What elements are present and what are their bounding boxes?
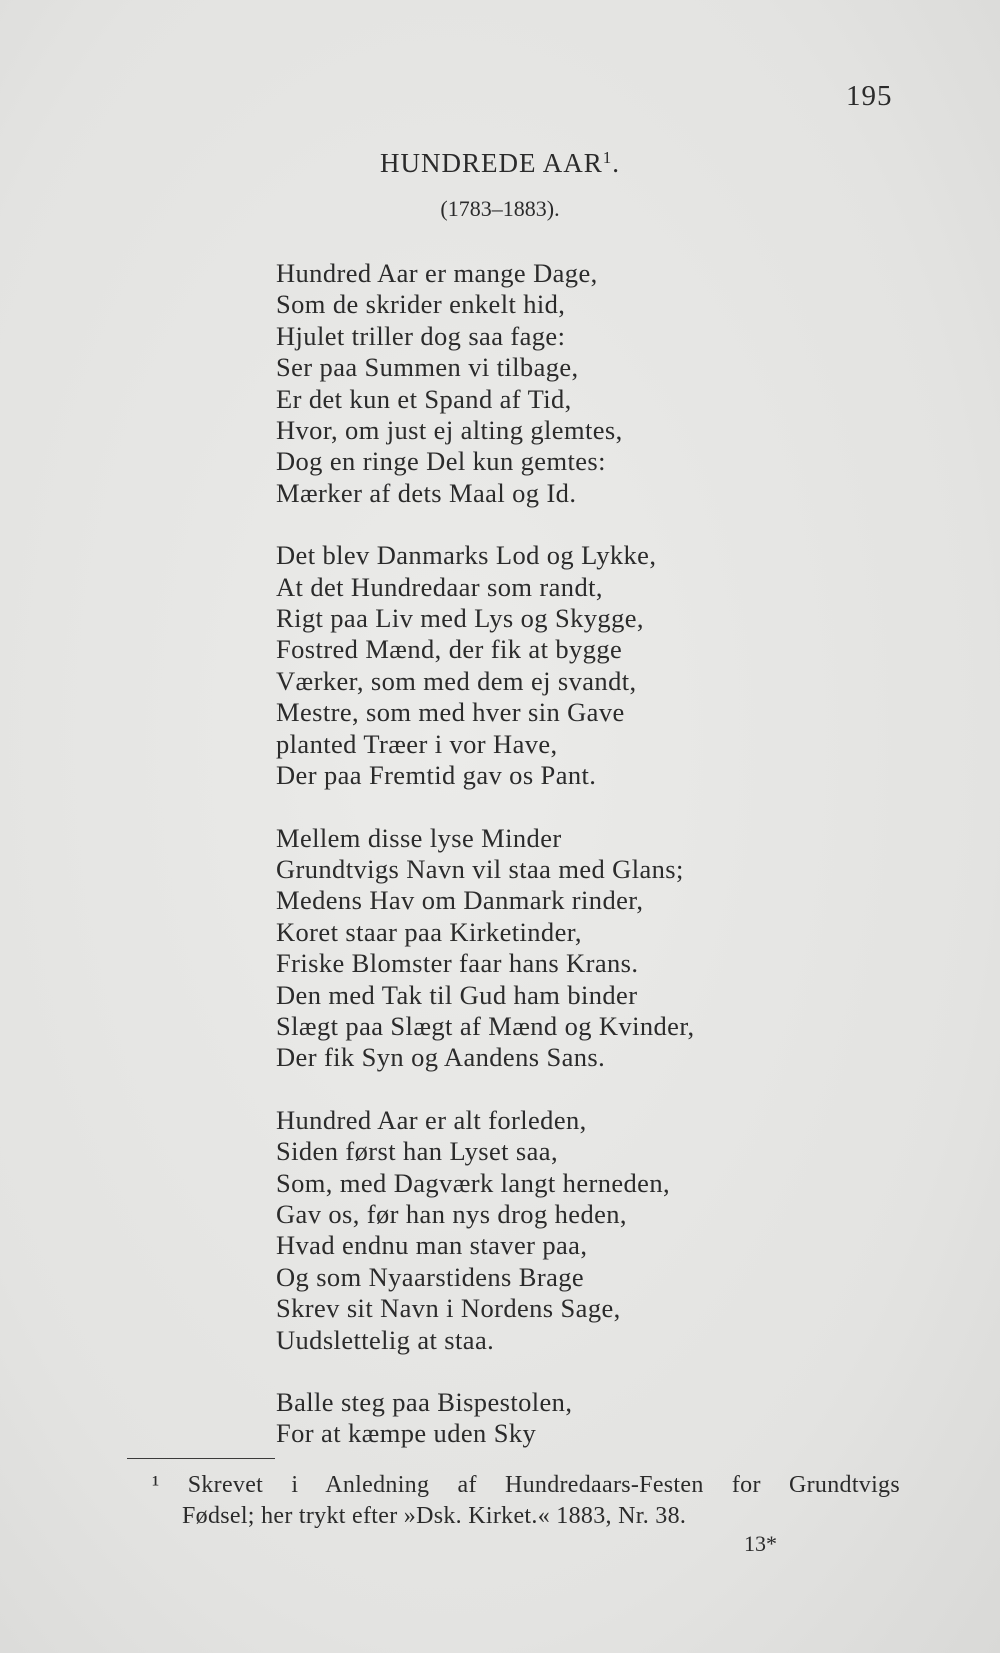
poem-line: Friske Blomster faar hans Krans.	[276, 948, 639, 979]
footnote-reference: 1	[602, 148, 613, 167]
poem-line: Hvad endnu man staver paa,	[276, 1230, 588, 1261]
footnote-line: ¹ Skrevet i Anledning af Hundredaars-Festen for Grundtvigs	[152, 1472, 900, 1498]
poem-line: Gav os, før han nys drog heden,	[276, 1198, 627, 1229]
poem-line: For at kæmpe uden Sky	[276, 1418, 537, 1449]
poem-line: Mærker af dets Maal og Id.	[276, 477, 577, 508]
footnote	[152, 1470, 900, 1532]
poem-body	[276, 258, 695, 1481]
stanza	[276, 1387, 695, 1450]
poem-line: Grundtvigs Navn vil staa med Glans;	[276, 853, 684, 884]
poem-line: At det Hundredaar som randt,	[276, 571, 603, 602]
poem-line: Den med Tak til Gud ham binder	[276, 979, 638, 1010]
printer-signature-mark: 13*	[744, 1531, 777, 1556]
stanza	[276, 1105, 695, 1356]
poem-line: Hundred Aar er alt forleden,	[276, 1104, 587, 1135]
poem-line: Koret staar paa Kirketinder,	[276, 916, 582, 947]
poem-line: Skrev sit Navn i Nordens Sage,	[276, 1293, 621, 1324]
poem-line: Værker, som med dem ej svandt,	[276, 665, 637, 696]
poem-line: Som de skrider enkelt hid,	[276, 289, 566, 320]
poem-line: Ser paa Summen vi tilbage,	[276, 352, 579, 383]
poem-line: Mestre, som med hver sin Gave	[276, 697, 625, 728]
poem-line: Der fik Syn og Aandens Sans.	[276, 1042, 606, 1073]
poem-line: Som, med Dagværk langt herneden,	[276, 1167, 671, 1198]
poem-line: Uudslettelig at staa.	[276, 1324, 495, 1355]
poem-title-period: .	[612, 148, 620, 178]
poem-line: Og som Nyaarstidens Brage	[276, 1261, 585, 1292]
poem-line: Det blev Danmarks Lod og Lykke,	[276, 540, 657, 571]
footnote-line: Fødsel; her trykt efter »Dsk. Kirket.« 1883, Nr. 38.	[182, 1503, 687, 1529]
stanza	[276, 823, 695, 1074]
poem-line: Dog en ringe Del kun gemtes:	[276, 446, 606, 477]
poem-line: Der paa Fremtid gav os Pant.	[276, 760, 597, 791]
poem-line: Balle steg paa Bispestolen,	[276, 1387, 573, 1417]
poem-title	[0, 148, 1000, 179]
stanza	[276, 258, 695, 509]
poem-dates: (1783–1883).	[440, 196, 560, 221]
poem-line: Fostred Mænd, der fik at bygge	[276, 634, 623, 665]
poem-line: Rigt paa Liv med Lys og Skygge,	[276, 603, 644, 634]
poem-line: Medens Hav om Danmark rinder,	[276, 885, 644, 916]
poem-line: Hjulet triller dog saa fage:	[276, 320, 566, 351]
poem-line: Mellem disse lyse Minder	[276, 822, 562, 853]
poem-line: Siden først han Lyset saa,	[276, 1136, 558, 1167]
poem-line: Slægt paa Slægt af Mænd og Kvinder,	[276, 1010, 695, 1041]
footnote-divider	[127, 1458, 275, 1459]
poem-line: Hvor, om just ej alting glemtes,	[276, 415, 623, 446]
poem-title-text: HUNDREDE AAR	[379, 148, 603, 178]
stanza	[276, 540, 695, 791]
poem-line: planted Træer i vor Have,	[276, 728, 558, 759]
page-number: 195	[846, 80, 893, 112]
poem-line: Er det kun et Spand af Tid,	[276, 383, 572, 414]
poem-line: Hundred Aar er mange Dage,	[276, 258, 598, 288]
